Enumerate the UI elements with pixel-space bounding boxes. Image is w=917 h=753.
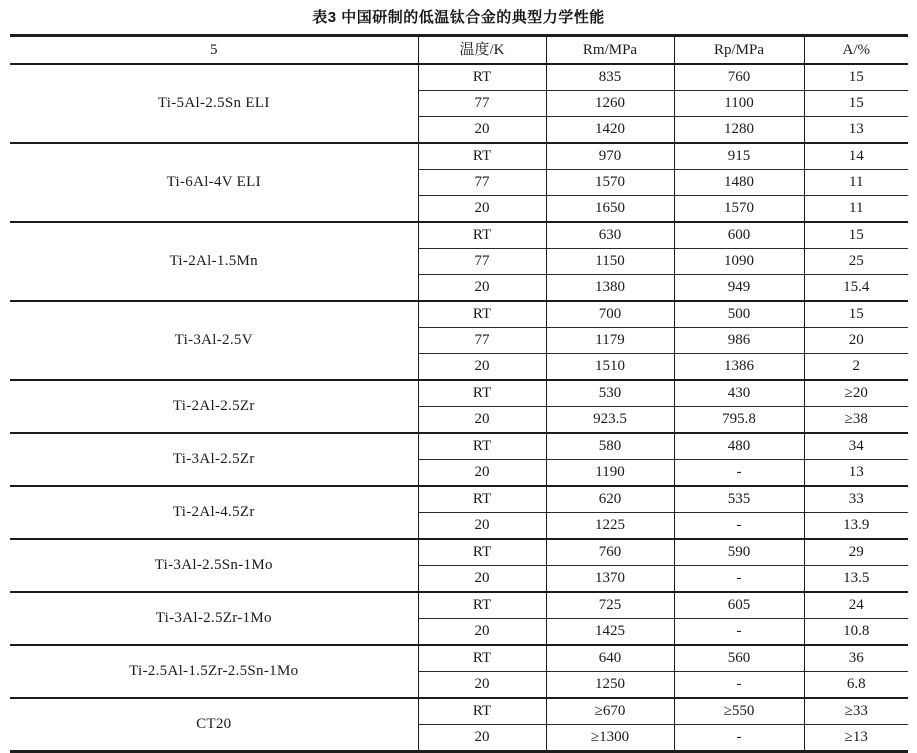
data-cell: 580 [546,433,674,460]
data-cell: 20 [418,407,546,434]
alloy-name-cell: Ti-2Al-1.5Mn [10,222,418,301]
data-cell: 620 [546,486,674,513]
data-cell: 13 [804,117,908,144]
data-cell: 1380 [546,275,674,302]
data-cell: 1425 [546,619,674,646]
data-cell: 33 [804,486,908,513]
data-cell: 13 [804,460,908,487]
data-cell: 77 [418,91,546,117]
data-cell: RT [418,380,546,407]
table-row [10,645,908,672]
data-cell: RT [418,64,546,91]
table-row [10,539,908,566]
data-cell: 1370 [546,566,674,593]
data-cell: 77 [418,170,546,196]
data-cell: ≥13 [804,725,908,752]
data-cell: - [674,619,804,646]
data-cell: 20 [418,672,546,699]
data-cell: 1280 [674,117,804,144]
data-cell: 10.8 [804,619,908,646]
data-cell: 1480 [674,170,804,196]
data-cell: 2 [804,354,908,381]
data-cell: RT [418,222,546,249]
data-cell: RT [418,486,546,513]
header-row [10,36,908,65]
data-cell: 20 [804,328,908,354]
data-cell: 760 [674,64,804,91]
table-title: 表3 中国研制的低温钛合金的典型力学性能 [312,9,605,26]
alloy-name-cell: Ti-2.5Al-1.5Zr-2.5Sn-1Mo [10,645,418,698]
data-cell: 500 [674,301,804,328]
data-cell: 14 [804,143,908,170]
data-cell: ≥1300 [546,725,674,752]
data-cell: 11 [804,170,908,196]
data-cell: 1190 [546,460,674,487]
column-header: A/% [804,36,908,65]
alloy-name-cell: Ti-3Al-2.5V [10,301,418,380]
data-cell: 29 [804,539,908,566]
alloy-name-cell: Ti-6Al-4V ELI [10,143,418,222]
data-cell: 15 [804,64,908,91]
data-cell: 34 [804,433,908,460]
data-cell: 835 [546,64,674,91]
data-cell: 15 [804,301,908,328]
table-row [10,380,908,407]
data-cell: 1650 [546,196,674,223]
data-cell: 1570 [546,170,674,196]
data-cell: 77 [418,249,546,275]
data-cell: ≥33 [804,698,908,725]
data-cell: 1225 [546,513,674,540]
alloy-name-cell: Ti-2Al-4.5Zr [10,486,418,539]
data-cell: 20 [418,513,546,540]
data-cell: 430 [674,380,804,407]
data-cell: RT [418,539,546,566]
data-cell: - [674,725,804,752]
data-cell: 530 [546,380,674,407]
data-cell: RT [418,698,546,725]
data-cell: RT [418,143,546,170]
data-cell: 1570 [674,196,804,223]
data-cell: 1100 [674,91,804,117]
mechanical-properties-table [10,34,908,753]
table-row [10,301,908,328]
data-cell: 640 [546,645,674,672]
data-cell: ≥20 [804,380,908,407]
data-cell: 20 [418,619,546,646]
data-cell: ≥38 [804,407,908,434]
data-cell: 986 [674,328,804,354]
data-cell: 1510 [546,354,674,381]
data-cell: 77 [418,328,546,354]
data-cell: 20 [418,354,546,381]
data-cell: RT [418,592,546,619]
table-row [10,222,908,249]
data-cell: RT [418,645,546,672]
column-header: 温度/K [418,36,546,65]
data-cell: ≥550 [674,698,804,725]
alloy-name-cell: Ti-3Al-2.5Zr-1Mo [10,592,418,645]
data-cell: 13.9 [804,513,908,540]
column-header: 5 [10,36,418,65]
data-cell: RT [418,301,546,328]
table-row [10,592,908,619]
data-cell: 13.5 [804,566,908,593]
data-cell: 560 [674,645,804,672]
data-cell: RT [418,433,546,460]
table-row [10,698,908,725]
data-cell: 20 [418,196,546,223]
table-row [10,486,908,513]
table-row [10,143,908,170]
table-row [10,64,908,91]
data-cell: 535 [674,486,804,513]
alloy-name-cell: CT20 [10,698,418,752]
data-cell: 1179 [546,328,674,354]
data-cell: 760 [546,539,674,566]
data-cell: 15 [804,222,908,249]
data-cell: 590 [674,539,804,566]
data-cell: - [674,566,804,593]
data-cell: 1386 [674,354,804,381]
data-cell: 630 [546,222,674,249]
alloy-name-cell: Ti-3Al-2.5Sn-1Mo [10,539,418,592]
data-cell: - [674,460,804,487]
data-cell: 20 [418,117,546,144]
data-cell: 20 [418,460,546,487]
data-cell: 725 [546,592,674,619]
data-cell: 795.8 [674,407,804,434]
column-header: Rp/MPa [674,36,804,65]
data-cell: 15 [804,91,908,117]
data-cell: 605 [674,592,804,619]
data-cell: 923.5 [546,407,674,434]
data-cell: 20 [418,566,546,593]
data-cell: 15.4 [804,275,908,302]
column-header: Rm/MPa [546,36,674,65]
data-cell: 915 [674,143,804,170]
data-cell: 24 [804,592,908,619]
data-cell: 600 [674,222,804,249]
table-body [10,64,908,752]
data-cell: 1090 [674,249,804,275]
data-cell: 36 [804,645,908,672]
data-cell: 1150 [546,249,674,275]
data-cell: 480 [674,433,804,460]
data-cell: 949 [674,275,804,302]
data-cell: 6.8 [804,672,908,699]
data-cell: 700 [546,301,674,328]
data-cell: 20 [418,725,546,752]
table-row [10,433,908,460]
data-cell: - [674,513,804,540]
alloy-name-cell: Ti-3Al-2.5Zr [10,433,418,486]
data-cell: - [674,672,804,699]
data-cell: 25 [804,249,908,275]
data-cell: 11 [804,196,908,223]
alloy-name-cell: Ti-5Al-2.5Sn ELI [10,64,418,143]
data-cell: 1420 [546,117,674,144]
data-cell: 970 [546,143,674,170]
data-cell: 1260 [546,91,674,117]
data-cell: 1250 [546,672,674,699]
table-header [10,36,908,65]
data-cell: 20 [418,275,546,302]
data-cell: ≥670 [546,698,674,725]
alloy-name-cell: Ti-2Al-2.5Zr [10,380,418,433]
